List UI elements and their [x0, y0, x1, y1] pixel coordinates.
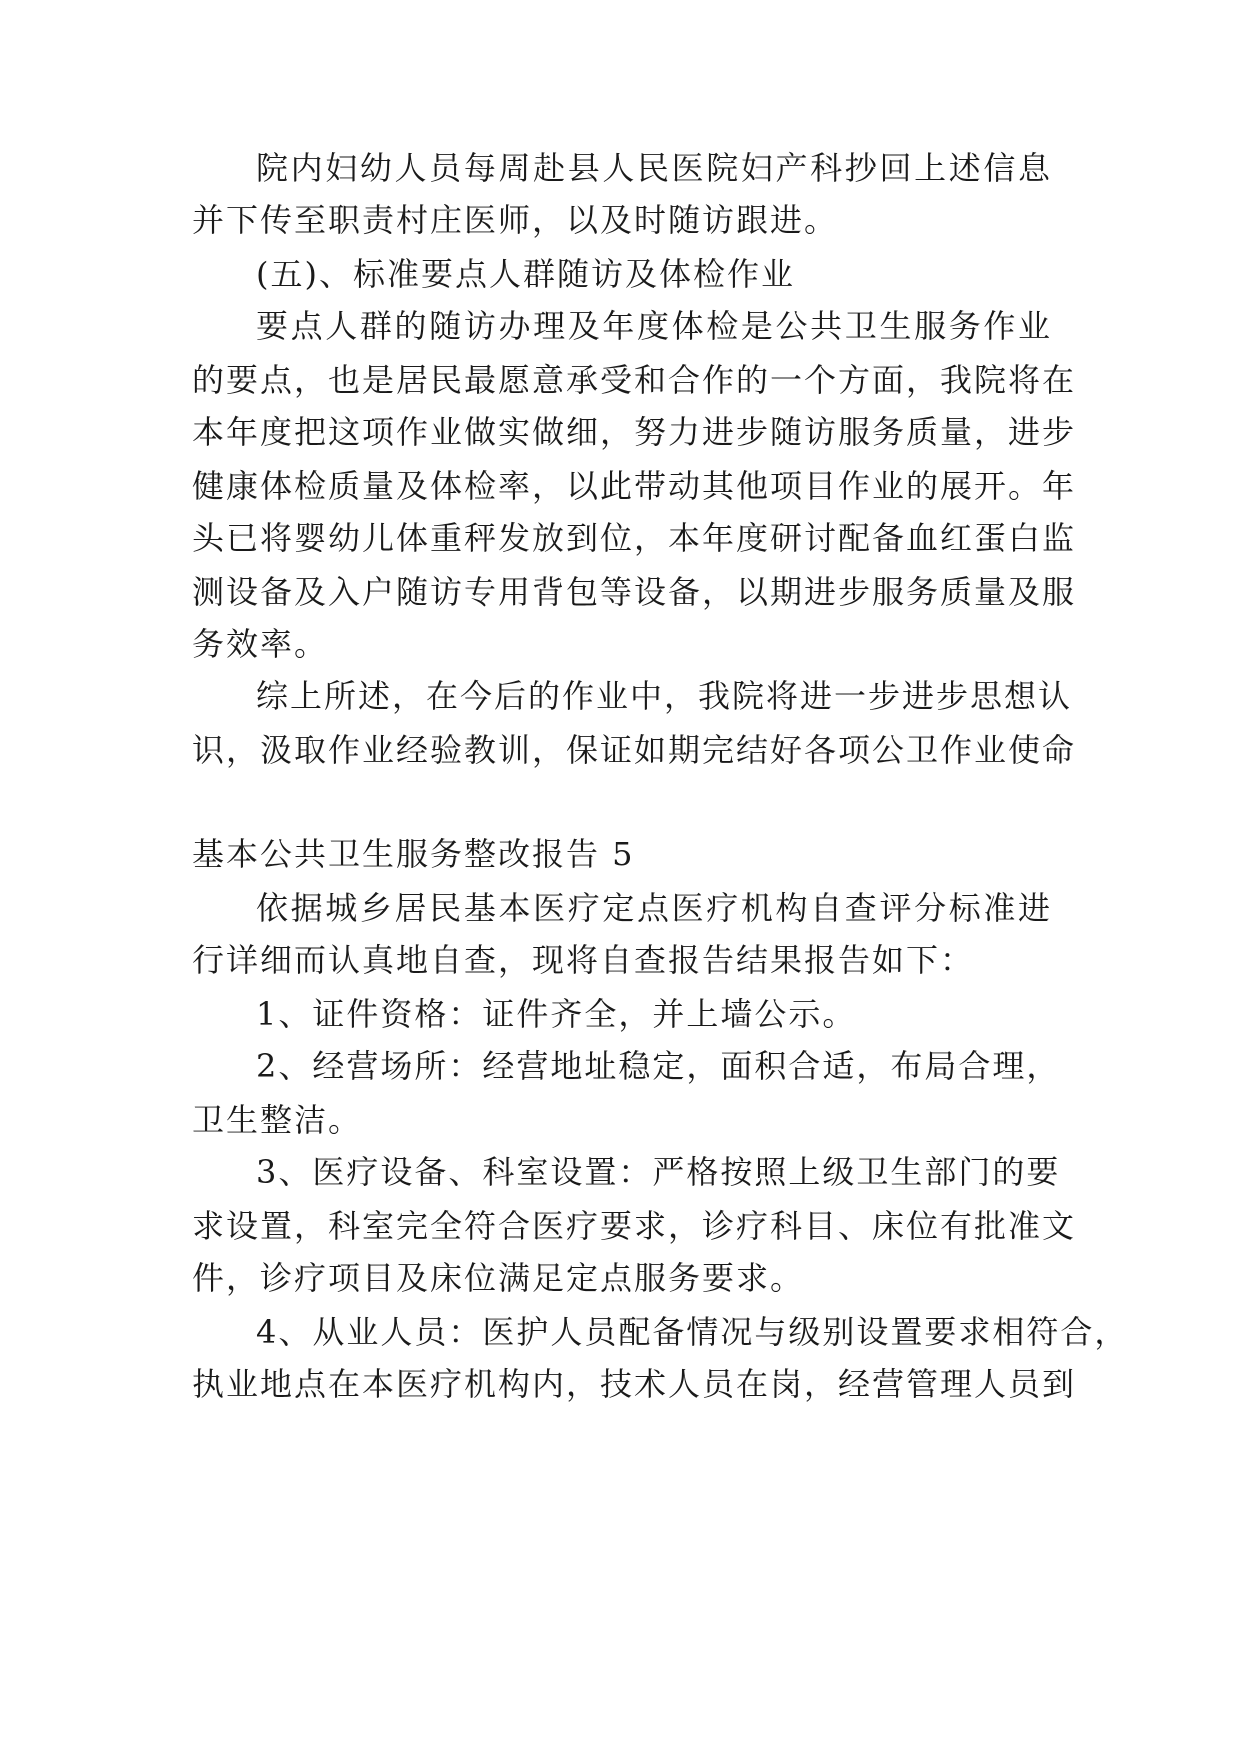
paragraph-line: 依据城乡居民基本医疗定点医疗机构自查评分标准进 [256, 889, 1052, 927]
paragraph-line: 识，汲取作业经验教训，保证如期完结好各项公卫作业使命 [192, 731, 1077, 769]
paragraph-line: 行详细而认真地自查，现将自查报告结果报告如下： [192, 941, 975, 979]
paragraph-line: 的要点，也是居民最愿意承受和合作的一个方面，我院将在 [192, 361, 1077, 399]
paragraph-line: 求设置，科室完全符合医疗要求，诊疗科目、床位有批准文 [192, 1207, 1077, 1245]
paragraph-line: 要点人群的随访办理及年度体检是公共卫生服务作业 [256, 307, 1052, 345]
report-title: 基本公共卫生服务整改报告 5 [192, 835, 635, 873]
list-item: 3、医疗设备、科室设置：严格按照上级卫生部门的要 [256, 1153, 1061, 1191]
paragraph-line: 综上所述，在今后的作业中，我院将进一步进步思想认 [256, 677, 1073, 715]
paragraph-line: 健康体检质量及体检率，以此带动其他项目作业的展开。年 [192, 467, 1077, 505]
paragraph-line: 院内妇幼人员每周赴县人民医院妇产科抄回上述信息 [256, 149, 1052, 187]
section-heading: (五)、标准要点人群随访及体检作业 [256, 255, 795, 293]
paragraph-line: 务效率。 [192, 625, 329, 663]
list-item: 2、经营场所：经营地址稳定，面积合适，布局合理， [256, 1047, 1061, 1085]
paragraph-line: 本年度把这项作业做实做细，努力进步随访服务质量，进步 [192, 413, 1077, 451]
paragraph-line: 执业地点在本医疗机构内，技术人员在岗，经营管理人员到 [192, 1365, 1077, 1403]
paragraph-line: 测设备及入户随访专用背包等设备，以期进步服务质量及服 [192, 573, 1077, 611]
paragraph-line: 并下传至职责村庄医师，以及时随访跟进。 [192, 201, 839, 239]
list-item: 4、从业人员：医护人员配备情况与级别设置要求相符合， [256, 1313, 1129, 1351]
paragraph-line: 卫生整洁。 [192, 1101, 363, 1139]
paragraph-line: 头已将婴幼儿体重秤发放到位，本年度研讨配备血红蛋白监 [192, 519, 1077, 557]
list-item: 1、证件资格：证件齐全，并上墙公示。 [256, 995, 857, 1033]
paragraph-line: 件，诊疗项目及床位满足定点服务要求。 [192, 1259, 805, 1297]
